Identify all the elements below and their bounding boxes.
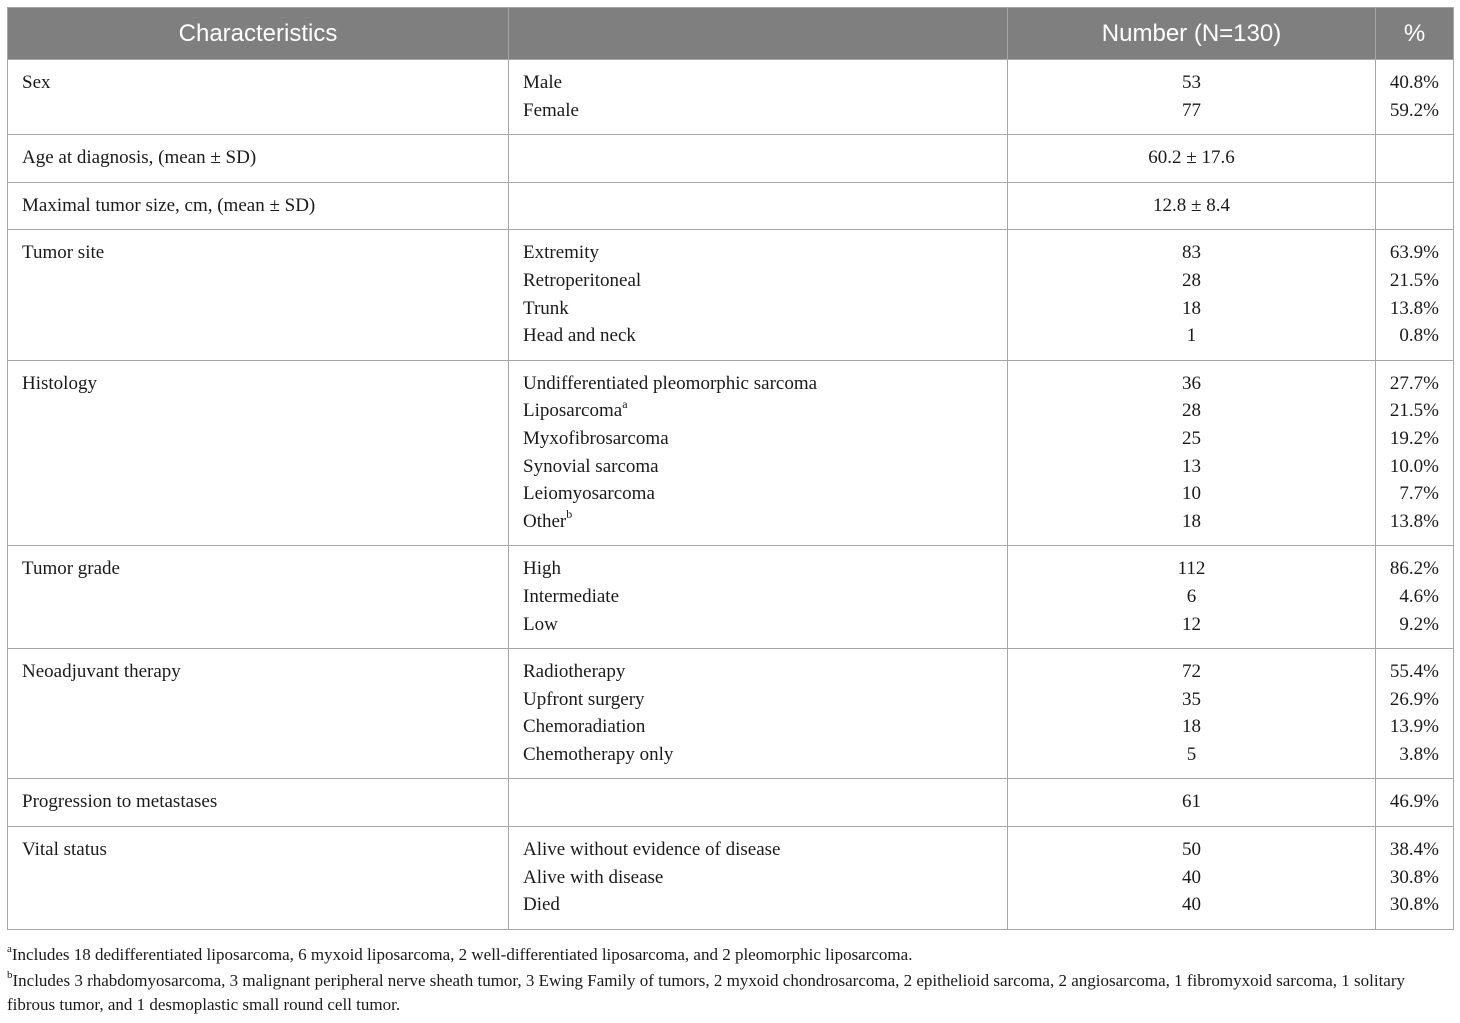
category-text: Radiotherapy xyxy=(523,661,626,683)
count-value: 5 xyxy=(1186,743,1197,765)
row-characteristic: Tumor grade xyxy=(8,546,509,649)
table-row xyxy=(8,230,1454,360)
header-category xyxy=(509,8,1008,60)
header-number: Number (N=130) xyxy=(1008,8,1376,60)
count-value: 36 xyxy=(1182,372,1201,394)
count-value: 53 xyxy=(1182,72,1201,93)
category-text: Died xyxy=(523,894,560,916)
table-row xyxy=(8,779,1454,827)
footnote-b xyxy=(7,969,1453,1017)
percent-value: 21.5% xyxy=(1389,269,1439,291)
category-text: Low xyxy=(523,613,558,635)
category-text: Undifferentiated pleomorphic sarcoma xyxy=(523,372,818,394)
row-categories xyxy=(509,230,1008,360)
category-text: Chemotherapy only xyxy=(523,743,674,765)
row-percents xyxy=(1376,230,1454,360)
category-label xyxy=(523,239,993,267)
count-value: 35 xyxy=(1182,688,1201,710)
count-value: 25 xyxy=(1182,427,1201,449)
row-percents xyxy=(1376,360,1454,546)
footnote-text: Includes 3 rhabdomyosarcoma, 3 malignant peripheral nerve sheath tumor, 3 Ewing Family of tumors, 2 myxoid chondrosarcoma, 2 epithelioid sarcoma, 2 angiosarcoma, 1 fibromyxoid sarcoma, 1 solitary fibrous tumor, and 1 desmoplastic small round cell tumor. xyxy=(7,971,1405,1014)
percent-value: 0.8% xyxy=(1399,325,1439,347)
percent-value: 3.8% xyxy=(1399,743,1439,765)
category-label xyxy=(523,480,993,508)
count-value: 10 xyxy=(1182,483,1201,505)
row-categories xyxy=(509,135,1008,183)
percent-value: 38.4% xyxy=(1389,839,1439,861)
category-label xyxy=(523,555,993,583)
header-percent: % xyxy=(1376,8,1454,60)
row-categories xyxy=(509,60,1008,135)
count-value: 40 xyxy=(1182,894,1201,916)
count-value: 12 xyxy=(1182,613,1201,635)
category-label xyxy=(523,836,993,864)
percent-value: 4.6% xyxy=(1399,585,1439,607)
row-categories xyxy=(509,649,1008,779)
category-label xyxy=(523,891,993,919)
header-characteristics: Characteristics xyxy=(8,8,509,60)
row-categories xyxy=(509,546,1008,649)
percent-value: 59.2% xyxy=(1389,99,1439,121)
category-text: Upfront surgery xyxy=(523,688,645,710)
footnote-mark: a xyxy=(7,943,12,956)
count-value: 50 xyxy=(1182,839,1201,861)
row-categories xyxy=(509,827,1008,930)
category-label xyxy=(523,69,993,97)
row-numbers xyxy=(1008,60,1376,135)
category-text: Extremity xyxy=(523,242,599,264)
category-text: Synovial sarcoma xyxy=(523,455,659,477)
percent-value: 40.8% xyxy=(1389,72,1439,93)
category-text: Other xyxy=(523,510,567,532)
percent-value: 13.9% xyxy=(1389,716,1439,738)
category-text: Intermediate xyxy=(523,585,620,607)
percent-value: 27.7% xyxy=(1389,372,1439,394)
category-text: Alive without evidence of disease xyxy=(523,839,781,861)
row-characteristic: Neoadjuvant therapy xyxy=(8,649,509,779)
count-value: 13 xyxy=(1182,455,1201,477)
category-text: Chemoradiation xyxy=(523,716,646,738)
row-percents xyxy=(1376,135,1454,183)
row-number-merged: 12.8 ± 8.4 xyxy=(1008,182,1376,230)
row-characteristic: Vital status xyxy=(8,827,509,930)
count-value: 112 xyxy=(1177,558,1206,580)
row-numbers xyxy=(1008,546,1376,649)
characteristics-table xyxy=(7,7,1454,930)
row-categories xyxy=(509,779,1008,827)
table-row xyxy=(8,182,1454,230)
footnote-a xyxy=(7,943,1453,967)
category-text: Alive with disease xyxy=(523,866,664,888)
percent-value: 30.8% xyxy=(1389,894,1439,916)
category-text: Retroperitoneal xyxy=(523,269,642,291)
row-percents xyxy=(1376,779,1454,827)
count-value: 61 xyxy=(1182,791,1201,813)
row-categories xyxy=(509,182,1008,230)
count-value: 18 xyxy=(1182,716,1201,738)
category-label xyxy=(523,397,993,425)
count-value: 77 xyxy=(1182,99,1201,121)
percent-value: 46.9% xyxy=(1389,791,1439,813)
category-label xyxy=(523,425,993,453)
row-percents xyxy=(1376,182,1454,230)
category-text: Leiomyosarcoma xyxy=(523,483,655,505)
row-numbers xyxy=(1008,649,1376,779)
percent-value: 19.2% xyxy=(1389,427,1439,449)
category-label xyxy=(523,686,993,714)
row-characteristic: Sex xyxy=(8,60,509,135)
footnote-mark: b xyxy=(566,507,573,522)
category-text: Female xyxy=(523,99,579,121)
row-number-merged: 60.2 ± 17.6 xyxy=(1008,135,1376,183)
table-row xyxy=(8,546,1454,649)
table-row xyxy=(8,135,1454,183)
row-percents xyxy=(1376,827,1454,930)
table-row xyxy=(8,649,1454,779)
category-label xyxy=(523,713,993,741)
category-label xyxy=(523,658,993,686)
row-categories xyxy=(509,360,1008,546)
count-value: 28 xyxy=(1182,269,1201,291)
percent-value: 30.8% xyxy=(1389,866,1439,888)
category-label xyxy=(523,97,993,125)
row-characteristic: Maximal tumor size, cm, (mean ± SD) xyxy=(8,182,509,230)
category-label xyxy=(523,583,993,611)
category-text: Male xyxy=(523,72,563,93)
category-label xyxy=(523,741,993,769)
percent-value: 13.8% xyxy=(1389,510,1439,532)
row-characteristic: Age at diagnosis, (mean ± SD) xyxy=(8,135,509,183)
percent-value: 7.7% xyxy=(1399,483,1439,505)
percent-value: 26.9% xyxy=(1389,688,1439,710)
category-text: Myxofibrosarcoma xyxy=(523,427,669,449)
row-numbers xyxy=(1008,360,1376,546)
category-label xyxy=(523,322,993,350)
count-value: 72 xyxy=(1182,661,1201,683)
row-percents xyxy=(1376,649,1454,779)
footnote-text: Includes 18 dedifferentiated liposarcoma, 6 myxoid liposarcoma, 2 well-differentiated liposarcoma, and 2 pleomorphic liposarcoma. xyxy=(11,945,913,964)
count-value: 40 xyxy=(1182,866,1201,888)
percent-value: 10.0% xyxy=(1389,455,1439,477)
percent-value: 13.8% xyxy=(1389,297,1439,319)
footnote-mark: a xyxy=(622,397,628,412)
row-characteristic: Progression to metastases xyxy=(8,779,509,827)
count-value: 18 xyxy=(1182,297,1201,319)
table-row xyxy=(8,360,1454,546)
row-percents xyxy=(1376,546,1454,649)
category-label xyxy=(523,295,993,323)
category-text: Liposarcoma xyxy=(523,400,623,422)
category-text: Trunk xyxy=(523,297,569,319)
category-label xyxy=(523,788,993,816)
header-row xyxy=(8,8,1454,60)
count-value: 83 xyxy=(1182,242,1201,264)
percent-value: 63.9% xyxy=(1389,242,1439,264)
row-characteristic: Histology xyxy=(8,360,509,546)
table-row xyxy=(8,60,1454,135)
category-label xyxy=(523,508,993,536)
count-value: 28 xyxy=(1182,400,1201,422)
row-numbers xyxy=(1008,827,1376,930)
category-label xyxy=(523,453,993,481)
row-characteristic: Tumor site xyxy=(8,230,509,360)
row-percents xyxy=(1376,60,1454,135)
footnote-mark: b xyxy=(7,969,13,982)
percent-value: 86.2% xyxy=(1389,558,1439,580)
count-value: 1 xyxy=(1186,325,1197,347)
category-text: Head and neck xyxy=(523,325,636,347)
category-label xyxy=(523,267,993,295)
row-numbers xyxy=(1008,779,1376,827)
table-body xyxy=(8,60,1454,930)
count-value: 6 xyxy=(1186,585,1197,607)
category-label xyxy=(523,370,993,398)
percent-value: 9.2% xyxy=(1399,613,1439,635)
table-row xyxy=(8,827,1454,930)
percent-value: 55.4% xyxy=(1389,661,1439,683)
percent-value: 21.5% xyxy=(1389,400,1439,422)
count-value: 18 xyxy=(1182,510,1201,532)
category-label xyxy=(523,864,993,892)
category-label xyxy=(523,611,993,639)
row-numbers xyxy=(1008,230,1376,360)
category-text: High xyxy=(523,558,561,580)
